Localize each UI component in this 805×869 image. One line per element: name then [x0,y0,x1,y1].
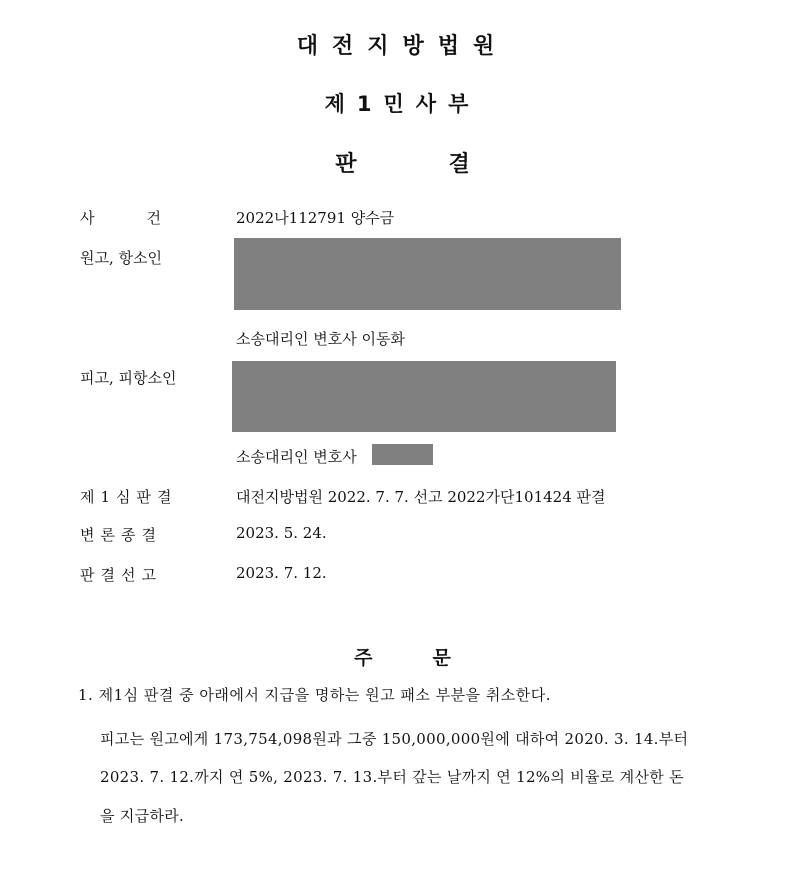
plaintiff-redaction [234,238,621,310]
order-line-3: 을 지급하라. [100,807,185,825]
case-label: 사건 [80,209,213,227]
document-type-title: 판결 [335,152,562,177]
order-line-2: 2023. 7. 12.까지 연 5%, 2023. 7. 13.부터 갚는 날까지 연 12%의 비율로 계산한 돈 [100,768,684,786]
sentence-value: 2023. 7. 12. [236,564,327,582]
first-instance-label: 제1심판결 [80,488,178,506]
defendant-label: 피고, 피항소인 [80,369,177,387]
order-title: 주문 [354,647,511,669]
sentence-label: 판결선고 [80,566,162,584]
closing-label: 변론종결 [80,526,162,544]
defendant-counsel-redaction [372,444,433,465]
court-name: 대전지방법원 [296,34,509,59]
first-instance-value: 대전지방법원 2022. 7. 7. 선고 2022가단101424 판결 [236,488,606,506]
order-item-1: 1. 제1심 판결 중 아래에서 지급을 명하는 원고 패소 부분을 취소한다. [78,686,552,704]
plaintiff-label: 원고, 항소인 [80,249,162,267]
defendant-counsel: 소송대리인 변호사 [236,448,357,466]
order-line-1: 피고는 원고에게 173,754,098원과 그중 150,000,000원에 대하여 2020. 3. 14.부터 [100,730,689,748]
case-value: 2022나112791 양수금 [236,209,395,227]
plaintiff-counsel: 소송대리인 변호사 이동화 [236,330,405,348]
closing-value: 2023. 5. 24. [236,524,327,542]
defendant-redaction [232,361,616,432]
division-name: 제1민사부 [324,92,481,116]
